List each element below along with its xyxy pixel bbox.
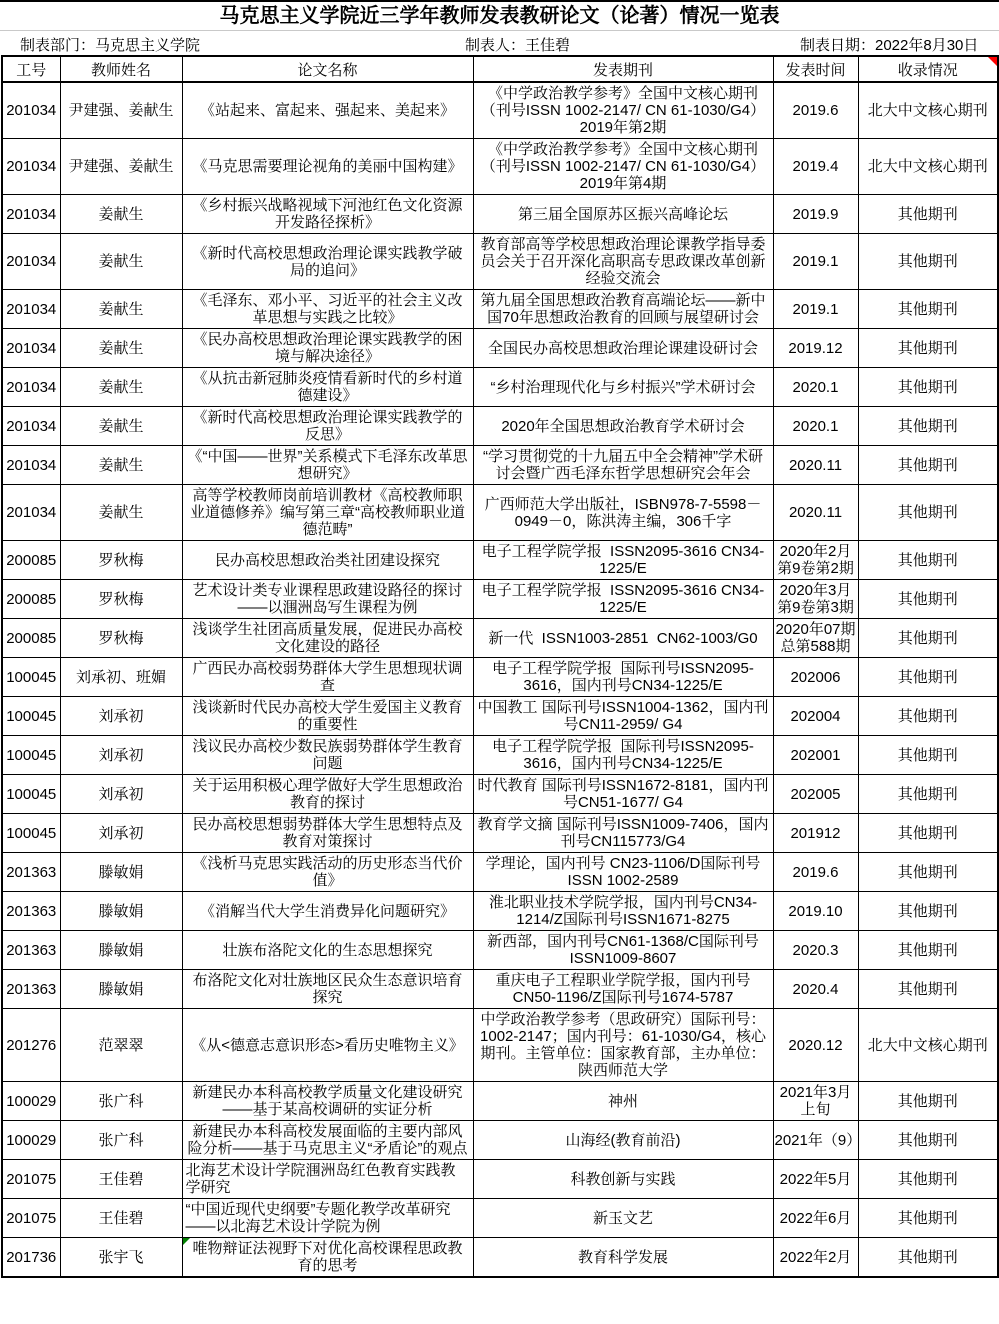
cell-publish-date: 2019.6 xyxy=(773,82,858,139)
cell-index-status: 其他期刊 xyxy=(858,368,998,407)
cell-teacher-name: 王佳碧 xyxy=(60,1199,182,1238)
table-row xyxy=(2,619,998,658)
meta-department: 制表部门：马克思主义学院 xyxy=(20,37,201,54)
table-row xyxy=(2,446,998,485)
cell-teacher-name: 刘承初 xyxy=(60,736,182,775)
cell-publish-date: 2021年3月上旬 xyxy=(773,1082,858,1121)
cell-journal: 重庆电子工程职业学院学报，国内刊号CN50-1196/Z国际刊号1674-5787 xyxy=(473,970,773,1009)
cell-paper-title: 艺术设计类专业课程思政建设路径的探讨——以涠洲岛写生课程为例 xyxy=(182,580,473,619)
table-row xyxy=(2,195,998,234)
col-header-index-status xyxy=(858,56,998,82)
table-row xyxy=(2,580,998,619)
table-row xyxy=(2,234,998,290)
cell-publish-date: 2022年6月 xyxy=(773,1199,858,1238)
cell-index-status: 北大中文核心期刊 xyxy=(858,139,998,195)
cell-journal: 新玉文艺 xyxy=(473,1199,773,1238)
table-row xyxy=(2,775,998,814)
cell-teacher-name: 刘承初 xyxy=(60,814,182,853)
cell-journal: 第三届全国原苏区振兴高峰论坛 xyxy=(473,195,773,234)
cell-teacher-name: 滕敏娟 xyxy=(60,892,182,931)
cell-employee-id: 201034 xyxy=(2,368,60,407)
table-row xyxy=(2,1082,998,1121)
cell-paper-title: 新建民办本科高校教学质量文化建设研究——基于某高校调研的实证分析 xyxy=(182,1082,473,1121)
cell-teacher-name: 姜献生 xyxy=(60,290,182,329)
cell-publish-date: 2020.1 xyxy=(773,368,858,407)
table-row xyxy=(2,290,998,329)
cell-teacher-name: 刘承初、班媚 xyxy=(60,658,182,697)
col-header-journal-label: 发表期刊 xyxy=(592,61,653,79)
cell-teacher-name: 刘承初 xyxy=(60,775,182,814)
cell-publish-date: 2021年（9） xyxy=(773,1121,858,1160)
cell-publish-date: 2020.3 xyxy=(773,931,858,970)
cell-publish-date: 2022年5月 xyxy=(773,1160,858,1199)
cell-publish-date: 2019.6 xyxy=(773,853,858,892)
cell-journal: 中国教工 国际刊号ISSN1004-1362，国内刊号CN11-2959/ G4 xyxy=(473,697,773,736)
cell-paper-title: 浅议民办高校少数民族弱势群体学生教育问题 xyxy=(182,736,473,775)
cell-index-status: 其他期刊 xyxy=(858,775,998,814)
col-header-paper-title-label: 论文名称 xyxy=(297,61,358,79)
cell-teacher-name: 姜献生 xyxy=(60,407,182,446)
cell-journal: 淮北职业技术学院学报，国内刊号CN34-1214/Z国际刊号ISSN1671-8275 xyxy=(473,892,773,931)
cell-employee-id: 100045 xyxy=(2,814,60,853)
cell-teacher-name: 姜献生 xyxy=(60,195,182,234)
cell-index-status: 其他期刊 xyxy=(858,931,998,970)
cell-paper-title: 《民办高校思想政治理论课实践教学的困境与解决途径》 xyxy=(182,329,473,368)
cell-publish-date: 2020年3月第9卷第3期 xyxy=(773,580,858,619)
cell-employee-id: 100029 xyxy=(2,1121,60,1160)
cell-paper-title: 广西民办高校弱势群体大学生思想现状调查 xyxy=(182,658,473,697)
cell-index-status: 其他期刊 xyxy=(858,853,998,892)
note-marker-icon xyxy=(183,1238,190,1245)
cell-index-status: 其他期刊 xyxy=(858,580,998,619)
table-row xyxy=(2,82,998,139)
cell-paper-title: 民办高校思想政治类社团建设探究 xyxy=(182,541,473,580)
cell-index-status: 其他期刊 xyxy=(858,1082,998,1121)
cell-paper-title: 《乡村振兴战略视域下河池红色文化资源开发路径探析》 xyxy=(182,195,473,234)
table-row xyxy=(2,853,998,892)
cell-employee-id: 201736 xyxy=(2,1238,60,1278)
cell-journal: 第九届全国思想政治教育高端论坛——新中国70年思想政治教育的回顾与展望研讨会 xyxy=(473,290,773,329)
cell-paper-title: 关于运用积极心理学做好大学生思想政治教育的探讨 xyxy=(182,775,473,814)
col-header-teacher-name xyxy=(60,56,182,82)
cell-publish-date: 202001 xyxy=(773,736,858,775)
cell-paper-title: 壮族布洛陀文化的生态思想探究 xyxy=(182,931,473,970)
cell-publish-date: 2019.9 xyxy=(773,195,858,234)
cell-paper-title: 高等学校教师岗前培训教材《高校教师职业道德修养》编写第三章“高校教师职业道德范畴” xyxy=(182,485,473,541)
table-row xyxy=(2,1199,998,1238)
cell-employee-id: 201034 xyxy=(2,82,60,139)
cell-index-status: 其他期刊 xyxy=(858,329,998,368)
cell-teacher-name: 姜献生 xyxy=(60,234,182,290)
cell-publish-date: 2020.4 xyxy=(773,970,858,1009)
cell-publish-date: 2019.10 xyxy=(773,892,858,931)
cell-publish-date: 2019.1 xyxy=(773,234,858,290)
table-row xyxy=(2,658,998,697)
table-row xyxy=(2,892,998,931)
cell-index-status: 北大中文核心期刊 xyxy=(858,1009,998,1082)
col-header-journal xyxy=(473,56,773,82)
cell-employee-id: 201034 xyxy=(2,139,60,195)
table-row xyxy=(2,368,998,407)
table-row xyxy=(2,931,998,970)
col-header-publish-date-label: 发表时间 xyxy=(785,61,846,79)
cell-index-status: 其他期刊 xyxy=(858,1238,998,1278)
cell-journal: 广西师范大学出版社，ISBN978-7-5598－0949－0，陈洪涛主编，306千字 xyxy=(473,485,773,541)
table-row xyxy=(2,139,998,195)
table-row xyxy=(2,1238,998,1278)
col-header-employee-id-label: 工号 xyxy=(16,61,47,79)
cell-paper-title: 浅谈学生社团高质量发展，促进民办高校文化建设的路径 xyxy=(182,619,473,658)
cell-teacher-name: 滕敏娟 xyxy=(60,853,182,892)
cell-employee-id: 201363 xyxy=(2,931,60,970)
cell-teacher-name: 罗秋梅 xyxy=(60,541,182,580)
cell-teacher-name: 张宇飞 xyxy=(60,1238,182,1278)
col-header-publish-date xyxy=(773,56,858,82)
col-header-index-status-label: 收录情况 xyxy=(897,61,958,79)
table-row xyxy=(2,814,998,853)
cell-teacher-name: 罗秋梅 xyxy=(60,580,182,619)
table-row xyxy=(2,1160,998,1199)
cell-paper-title: 《新时代高校思想政治理论课实践教学的反思》 xyxy=(182,407,473,446)
header-row xyxy=(2,56,998,82)
papers-table xyxy=(1,55,999,1278)
cell-teacher-name: 王佳碧 xyxy=(60,1160,182,1199)
meta-preparer: 制表人：王佳碧 xyxy=(465,37,571,54)
cell-index-status: 其他期刊 xyxy=(858,290,998,329)
col-header-paper-title xyxy=(182,56,473,82)
cell-paper-title: 《马克思需要理论视角的美丽中国构建》 xyxy=(182,139,473,195)
cell-journal: 全国民办高校思想政治理论课建设研讨会 xyxy=(473,329,773,368)
cell-employee-id: 201034 xyxy=(2,485,60,541)
table-row xyxy=(2,970,998,1009)
cell-teacher-name: 刘承初 xyxy=(60,697,182,736)
cell-publish-date: 2020年2月第9卷第2期 xyxy=(773,541,858,580)
cell-employee-id: 200085 xyxy=(2,580,60,619)
cell-paper-title: 唯物辩证法视野下对优化高校课程思政教育的思考 xyxy=(182,1238,473,1278)
cell-publish-date: 202005 xyxy=(773,775,858,814)
cell-index-status: 其他期刊 xyxy=(858,195,998,234)
cell-paper-title: 新建民办本科高校发展面临的主要内部风险分析——基于马克思主义“矛盾论”的观点 xyxy=(182,1121,473,1160)
cell-journal: 新一代 ISSN1003-2851 CN62-1003/G0 xyxy=(473,619,773,658)
cell-index-status: 其他期刊 xyxy=(858,970,998,1009)
cell-index-status: 其他期刊 xyxy=(858,541,998,580)
cell-publish-date: 2020.12 xyxy=(773,1009,858,1082)
cell-employee-id: 201363 xyxy=(2,892,60,931)
cell-journal: 教育学文摘 国际刊号ISSN1009-7406，国内刊号CN115773/G4 xyxy=(473,814,773,853)
cell-journal: 山海经(教育前沿) xyxy=(473,1121,773,1160)
cell-journal: 教育科学发展 xyxy=(473,1238,773,1278)
table-row xyxy=(2,697,998,736)
cell-index-status: 北大中文核心期刊 xyxy=(858,82,998,139)
cell-teacher-name: 姜献生 xyxy=(60,329,182,368)
cell-publish-date: 202006 xyxy=(773,658,858,697)
cell-teacher-name: 姜献生 xyxy=(60,485,182,541)
cell-paper-title: 布洛陀文化对壮族地区民众生态意识培育探究 xyxy=(182,970,473,1009)
cell-employee-id: 100045 xyxy=(2,658,60,697)
cell-teacher-name: 尹建强、姜献生 xyxy=(60,82,182,139)
cell-index-status: 其他期刊 xyxy=(858,234,998,290)
cell-employee-id: 100045 xyxy=(2,697,60,736)
cell-journal: 新西部，国内刊号CN61-1368/C国际刊号ISSN1009-8607 xyxy=(473,931,773,970)
cell-index-status: 其他期刊 xyxy=(858,485,998,541)
cell-teacher-name: 罗秋梅 xyxy=(60,619,182,658)
cell-employee-id: 201075 xyxy=(2,1199,60,1238)
cell-publish-date: 2019.12 xyxy=(773,329,858,368)
cell-teacher-name: 滕敏娟 xyxy=(60,931,182,970)
cell-paper-title: 《浅析马克思实践活动的历史形态当代价值》 xyxy=(182,853,473,892)
cell-publish-date: 202004 xyxy=(773,697,858,736)
cell-journal: 学理论，国内刊号 CN23-1106/D国际刊号 ISSN 1002-2589 xyxy=(473,853,773,892)
cell-paper-title: 《从抗击新冠肺炎疫情看新时代的乡村道德建设》 xyxy=(182,368,473,407)
table-body xyxy=(2,82,998,1277)
cell-employee-id: 201034 xyxy=(2,195,60,234)
table-row xyxy=(2,541,998,580)
cell-publish-date: 2019.4 xyxy=(773,139,858,195)
table-row xyxy=(2,485,998,541)
col-header-teacher-name-label: 教师姓名 xyxy=(90,61,151,79)
cell-employee-id: 100045 xyxy=(2,775,60,814)
cell-teacher-name: 张广科 xyxy=(60,1121,182,1160)
cell-employee-id: 201034 xyxy=(2,407,60,446)
cell-teacher-name: 滕敏娟 xyxy=(60,970,182,1009)
page-title: 马克思主义学院近三学年教师发表教研论文（论著）情况一览表 xyxy=(0,2,999,31)
cell-publish-date: 2022年2月 xyxy=(773,1238,858,1278)
cell-publish-date: 2020年07期总第588期 xyxy=(773,619,858,658)
cell-employee-id: 201075 xyxy=(2,1160,60,1199)
cell-publish-date: 2020.11 xyxy=(773,446,858,485)
cell-teacher-name: 范翠翠 xyxy=(60,1009,182,1082)
cell-journal: 教育部高等学校思想政治理论课教学指导委员会关于召开深化高职高专思政课改革创新经验交流会 xyxy=(473,234,773,290)
table-row xyxy=(2,1121,998,1160)
cell-index-status: 其他期刊 xyxy=(858,446,998,485)
cell-paper-title: 《从<德意志意识形态>看历史唯物主义》 xyxy=(182,1009,473,1082)
cell-publish-date: 201912 xyxy=(773,814,858,853)
cell-journal: 电子工程学院学报 ISSN2095-3616 CN34-1225/E xyxy=(473,541,773,580)
cell-index-status: 其他期刊 xyxy=(858,658,998,697)
cell-employee-id: 201276 xyxy=(2,1009,60,1082)
cell-index-status: 其他期刊 xyxy=(858,407,998,446)
cell-journal: 《中学政治教学参考》全国中文核心期刊（刊号ISSN 1002-2147/ CN 61-1030/G4）2019年第4期 xyxy=(473,139,773,195)
cell-employee-id: 201034 xyxy=(2,290,60,329)
cell-index-status: 其他期刊 xyxy=(858,736,998,775)
cell-paper-title: 民办高校思想弱势群体大学生思想特点及教育对策探讨 xyxy=(182,814,473,853)
cell-employee-id: 201363 xyxy=(2,853,60,892)
cell-index-status: 其他期刊 xyxy=(858,1121,998,1160)
cell-journal: 神州 xyxy=(473,1082,773,1121)
meta-row xyxy=(0,31,999,55)
cell-teacher-name: 姜献生 xyxy=(60,368,182,407)
cell-employee-id: 201034 xyxy=(2,234,60,290)
cell-publish-date: 2020.11 xyxy=(773,485,858,541)
cell-paper-title: 《新时代高校思想政治理论课实践教学破局的追问》 xyxy=(182,234,473,290)
meta-date: 制表日期：2022年8月30日 xyxy=(800,37,979,54)
cell-paper-title: 《站起来、富起来、强起来、美起来》 xyxy=(182,82,473,139)
cell-index-status: 其他期刊 xyxy=(858,619,998,658)
cell-employee-id: 201034 xyxy=(2,446,60,485)
cell-index-status: 其他期刊 xyxy=(858,814,998,853)
cell-index-status: 其他期刊 xyxy=(858,1160,998,1199)
cell-journal: 中学政治教学参考（思政研究）国际刊号：1002-2147；国内刊号：61-1030/G4，核心期刊。主管单位：国家教育部，主办单位：陕西师范大学 xyxy=(473,1009,773,1082)
cell-journal: 电子工程学院学报 国际刊号ISSN2095-3616，国内刊号CN34-1225/E xyxy=(473,658,773,697)
cell-paper-title: 浅谈新时代民办高校大学生爱国主义教育的重要性 xyxy=(182,697,473,736)
cell-paper-title: 《毛泽东、邓小平、习近平的社会主义改革思想与实践之比较》 xyxy=(182,290,473,329)
cell-paper-title: 《消解当代大学生消费异化问题研究》 xyxy=(182,892,473,931)
cell-employee-id: 100029 xyxy=(2,1082,60,1121)
cell-teacher-name: 尹建强、姜献生 xyxy=(60,139,182,195)
cell-employee-id: 201363 xyxy=(2,970,60,1009)
cell-journal: “学习贯彻党的十九届五中全会精神”学术研讨会暨广西毛泽东哲学思想研究会年会 xyxy=(473,446,773,485)
cell-journal: 电子工程学院学报 ISSN2095-3616 CN34-1225/E xyxy=(473,580,773,619)
cell-publish-date: 2019.1 xyxy=(773,290,858,329)
col-header-employee-id xyxy=(2,56,60,82)
table-row xyxy=(2,407,998,446)
cell-publish-date: 2020.1 xyxy=(773,407,858,446)
cell-employee-id: 100045 xyxy=(2,736,60,775)
cell-index-status: 其他期刊 xyxy=(858,697,998,736)
cell-paper-title: 《“中国——世界”关系模式下毛泽东改革思想研究》 xyxy=(182,446,473,485)
table-row xyxy=(2,329,998,368)
cell-employee-id: 200085 xyxy=(2,541,60,580)
cell-journal: 时代教育 国际刊号ISSN1672-8181，国内刊号CN51-1677/ G4 xyxy=(473,775,773,814)
cell-index-status: 其他期刊 xyxy=(858,892,998,931)
cell-employee-id: 201034 xyxy=(2,329,60,368)
cell-teacher-name: 姜献生 xyxy=(60,446,182,485)
comment-marker-icon xyxy=(988,57,997,66)
cell-paper-title: “中国近现代史纲要”专题化教学改革研究——以北海艺术设计学院为例 xyxy=(182,1199,473,1238)
cell-journal: “乡村治理现代化与乡村振兴”学术研讨会 xyxy=(473,368,773,407)
cell-paper-title: 北海艺术设计学院涠洲岛红色教育实践教学研究 xyxy=(182,1160,473,1199)
table-row xyxy=(2,1009,998,1082)
cell-journal: 电子工程学院学报 国际刊号ISSN2095-3616，国内刊号CN34-1225/E xyxy=(473,736,773,775)
cell-journal: 2020年全国思想政治教育学术研讨会 xyxy=(473,407,773,446)
cell-journal: 科教创新与实践 xyxy=(473,1160,773,1199)
table-row xyxy=(2,736,998,775)
cell-journal: 《中学政治教学参考》全国中文核心期刊（刊号ISSN 1002-2147/ CN 61-1030/G4）2019年第2期 xyxy=(473,82,773,139)
cell-index-status: 其他期刊 xyxy=(858,1199,998,1238)
cell-teacher-name: 张广科 xyxy=(60,1082,182,1121)
cell-employee-id: 200085 xyxy=(2,619,60,658)
